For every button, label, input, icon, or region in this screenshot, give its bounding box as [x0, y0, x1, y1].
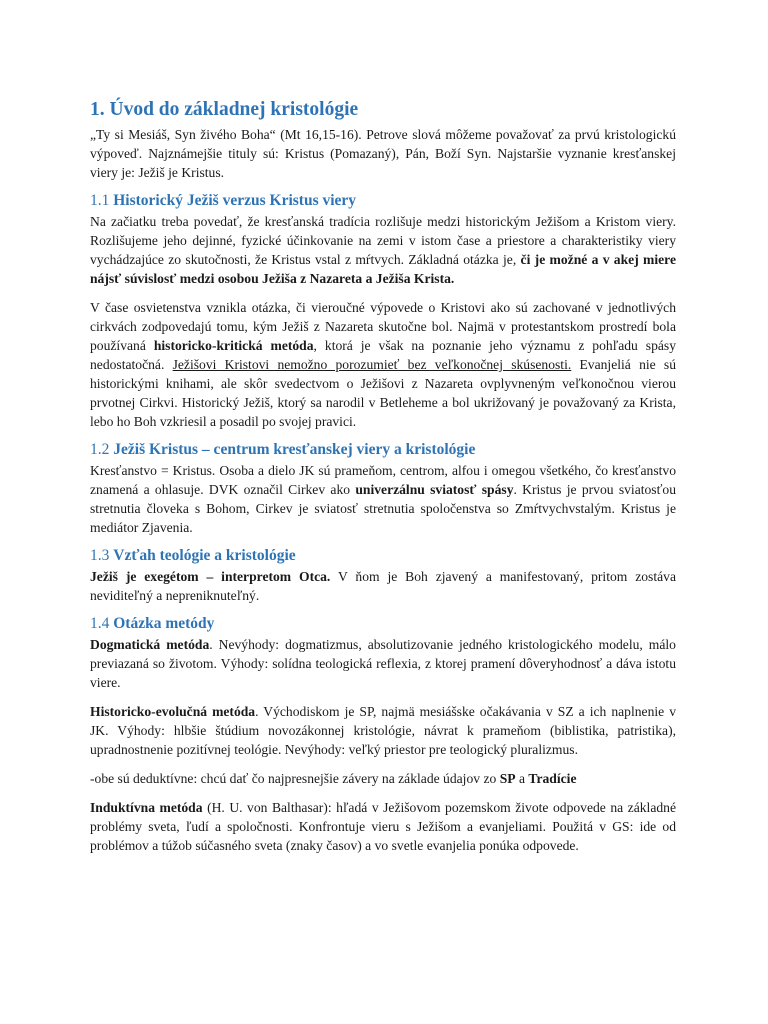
paragraph-1-1-b — [90, 298, 676, 431]
chapter-title: 1. Úvod do základnej kristológie — [90, 99, 359, 120]
paragraph-1-3 — [90, 567, 676, 605]
section-number: 1.4 — [90, 615, 110, 632]
section-number: 1.3 — [90, 547, 110, 564]
bold-text: historicko-kritická metóda — [153, 338, 314, 353]
section-number: 1.2 — [90, 441, 110, 458]
section-title: Vzťah teológie a kristológie — [113, 547, 296, 564]
text-run: Kresťanstvo = Kristus. Osoba a dielo JK sú prameňom, centrom, alfou i omegou všetkého, čo kresťanstvo znamená a ohlasuje. DVK označil Cirkev ako — [90, 463, 676, 497]
bold-text: či je možné a v akej miere nájsť súvislosť medzi osobou Ježiša z Nazareta a Ježiša Krista. — [90, 252, 676, 286]
section-title: Otázka metódy — [113, 615, 215, 632]
section-number: 1.1 — [90, 192, 110, 209]
paragraph-inductive-method — [90, 798, 676, 855]
bold-text: Ježiš je exegétom – interpretom Otca. — [90, 569, 331, 584]
text-run: . Východiskom je SP, najmä mesiášske očakávania v SZ a ich naplnenie v JK. Výhody: hlbšie štúdium novozákonnej kristológie, návrat k prameňom (biblistika, patristika), upradnostnenie pozitívnej teológie. Nevýhody: veľký priestor pre teologický pluralizmus. — [90, 704, 676, 757]
paragraph-deductive-note — [90, 769, 676, 788]
paragraph-1-1-a — [90, 212, 676, 288]
bold-text: SP — [499, 771, 516, 786]
text-run: . Kristus je prvou sviatosťou stretnutia človeka s Bohom, Cirkev je sviatosť stretnutia spoločenstva so Zmŕtvychvstalým. Kristus je mediátor Zjavenia. — [90, 482, 676, 535]
text-run: -obe sú deduktívne: chcú dať čo najpresnejšie závery na základe údajov zo — [90, 771, 500, 786]
bold-text: Induktívna metóda — [90, 800, 203, 815]
paragraph-1-2 — [90, 461, 676, 537]
underlined-text: Ježišovi Kristovi nemožno porozumieť bez veľkonočnej skúsenosti. — [172, 357, 572, 372]
section-title: Ježiš Kristus – centrum kresťanskej viery a kristológie — [113, 441, 476, 458]
section-heading-1-3 — [90, 546, 676, 566]
text-run: Evanjeliá nie sú historickými knihami, ale skôr svedectvom o Ježišovi z Nazareta ovplyvneným veľkonočnou vierou prvotnej Cirkvi. Historický Ježiš, ktorý sa narodil v Betleheme a bol ukrižovaný je považovaný za Krista, lebo ho Boh vzkriesil a posadil po svojej pravici. — [90, 357, 677, 429]
section-title: Historický Ježiš verzus Kristus viery — [113, 192, 357, 209]
section-heading-1-4 — [90, 614, 676, 634]
bold-text: Historicko-evolučná metóda — [90, 704, 256, 719]
text-run: a — [515, 771, 529, 786]
bold-text: Dogmatická metóda — [90, 637, 210, 652]
text-run: Na začiatku treba povedať, že kresťanská tradícia rozlišuje medzi historickým Ježišom a Kristom viery. Rozlišujeme jeho dejinné, fyzické účinkovanie na zemi v istom čase a priestore a charakteristiky viery vychádzajúce zo skutočnosti, že Kristus vstal z mŕtvych. Základná otázka je, — [90, 214, 676, 267]
paragraph-historical-method — [90, 702, 676, 759]
section-heading-1-1 — [90, 191, 676, 211]
document-page — [90, 98, 676, 855]
bold-text: Tradície — [528, 771, 577, 786]
paragraph-dogmatic-method — [90, 635, 676, 692]
bold-text: univerzálnu sviatosť spásy — [355, 482, 514, 497]
text-run: (H. U. von Balthasar): hľadá v Ježišovom pozemskom živote odpovede na základné problémy sveta, ľudí a spoločnosti. Konfrontuje vieru s Ježišom a evanjeliami. Použitá v GS: ide od problémov a túžob súčasného sveta (znaky časov) a vo svetle evanjelia ponúka odpovede. — [90, 800, 676, 853]
intro-paragraph: „Ty si Mesiáš, Syn živého Boha“ (Mt 16,15-16). Petrove slová môžeme považovať za prvú kristologickú výpoveď. Najznámejšie tituly sú: Kristus (Pomazaný), Pán, Boží Syn. Najstaršie vyznanie kresťanskej viery je: Ježiš je Kristus. — [90, 127, 676, 180]
text-run: . Nevýhody: dogmatizmus, absolutizovanie jedného kristologického modelu, málo previazaná so životom. Výhody: solídna teologická reflexia, z ktorej pramení dôveryhodnosť a dáva istotu viere. — [90, 637, 676, 690]
section-heading-1-2 — [90, 440, 676, 460]
text-run: V ňom je Boh zjavený a manifestovaný, pritom zostáva neviditeľný a nepreniknuteľný. — [90, 569, 676, 603]
text-run: , ktorá je však na poznanie jeho významu z pohľadu spásy nedostatočná. — [90, 338, 676, 372]
text-run: V čase osvietenstva vznikla otázka, či vieroučné výpovede o Kristovi ako sú zachované v jednotlivých cirkvách zodpovedajú tomu, kým Ježiš z Nazareta skutočne bol. Najmä v protestantskom prostredí bola používaná — [90, 300, 676, 353]
